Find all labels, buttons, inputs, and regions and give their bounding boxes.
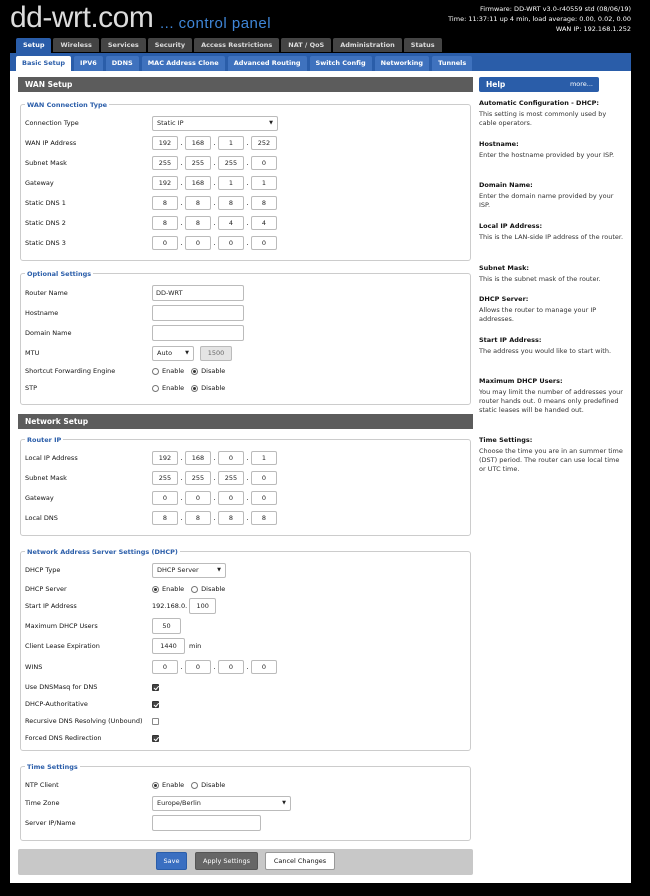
local-dns-octet-4[interactable]: 8 (251, 511, 277, 525)
router-name-row (25, 285, 465, 301)
sfe-enable-radio[interactable] (152, 368, 159, 375)
stp-enable-radio[interactable] (152, 385, 159, 392)
dhcp-authoritative-row (25, 696, 465, 712)
sfe-disable-radio[interactable] (191, 368, 198, 375)
dhcp-enable-radio[interactable] (152, 586, 159, 593)
field-label: Static DNS 2 (25, 219, 66, 227)
recursive-dns-checkbox[interactable] (152, 718, 159, 725)
field-label: STP (25, 384, 38, 392)
dhcp-server-row (25, 581, 465, 597)
help-item (479, 264, 625, 284)
lan-subnet-octet-3[interactable]: 255 (218, 471, 244, 485)
field-label: Maximum DHCP Users (25, 622, 98, 630)
lan-subnet-row: Subnet Mask 255 . 255 . 255 . 0 (25, 470, 465, 486)
subtab-ddns[interactable]: DDNS (106, 56, 139, 71)
start-ip-input[interactable]: 100 (189, 598, 216, 614)
field-label: Start IP Address (25, 602, 77, 610)
wan-ip-info: WAN IP: 192.168.1.252 (555, 25, 631, 33)
help-item-title: Automatic Configuration - DHCP: (479, 99, 600, 107)
subtab-ipv6[interactable]: IPV6 (74, 56, 103, 71)
field-label: Static DNS 3 (25, 239, 66, 247)
help-item-text: This is the LAN-side IP address of the router. (479, 233, 624, 241)
max-dhcp-users-row (25, 618, 465, 634)
field-label: Domain Name (25, 329, 72, 337)
max-dhcp-users-input[interactable]: 50 (152, 618, 181, 634)
local-dns-octet-2[interactable]: 8 (185, 511, 211, 525)
dns3-octet-4[interactable]: 0 (251, 236, 277, 250)
static-dns-3-row: Static DNS 3 0 . 0 . 0 . 0 (25, 235, 465, 251)
hostname-row (25, 305, 465, 321)
mtu-row (25, 345, 465, 361)
field-label: Local IP Address (25, 454, 78, 462)
radio-label: Disable (201, 585, 226, 593)
help-title: Help (486, 80, 506, 89)
subtab-switch-config[interactable]: Switch Config (310, 56, 372, 71)
field-label: Subnet Mask (25, 159, 67, 167)
shortcut-forwarding-row (25, 363, 465, 379)
dhcp-disable-radio[interactable] (191, 586, 198, 593)
section-legend: Network Address Server Settings (DHCP) (27, 548, 178, 556)
lan-gateway-octet-4[interactable]: 0 (251, 491, 277, 505)
wan-ip-octet-4[interactable]: 252 (251, 136, 277, 150)
static-dns-2-row: Static DNS 2 8 . 8 . 4 . 4 (25, 215, 465, 231)
help-item-title: Local IP Address: (479, 222, 543, 230)
section-legend: Optional Settings (27, 270, 92, 278)
uptime-load: Time: 11:37:11 up 4 min, load average: 0.00, 0.02, 0.00 (448, 15, 631, 23)
field-label: Use DNSMasq for DNS (25, 683, 98, 691)
help-item-text: Choose the time you are in an summer time (DST) period. The router can use local time or UTC time. (479, 447, 623, 473)
chevron-down-icon: ▼ (269, 119, 273, 126)
connection-type-row (25, 115, 465, 131)
hostname-input[interactable] (152, 305, 244, 321)
cancel-changes-button[interactable]: Cancel Changes (265, 852, 335, 870)
forced-dns-row (25, 730, 465, 746)
tab-wireless[interactable]: Wireless (53, 38, 98, 52)
subtab-bar (10, 53, 631, 71)
help-item (479, 377, 625, 415)
dns3-octet-3[interactable]: 0 (218, 236, 244, 250)
lan-subnet-octet-2[interactable]: 255 (185, 471, 211, 485)
subtab-networking[interactable]: Networking (375, 56, 429, 71)
ntp-server-row (25, 815, 465, 831)
tab-setup[interactable]: Setup (16, 38, 51, 53)
radio-label: Disable (201, 781, 226, 789)
radio-label: Enable (162, 585, 185, 593)
dhcp-type-select[interactable] (152, 563, 226, 578)
router-ip-section (20, 436, 471, 536)
radio-label: Enable (162, 367, 185, 375)
wins-octet-2[interactable]: 0 (185, 660, 211, 674)
tab-services[interactable]: Services (101, 38, 146, 52)
help-item-text: This setting is most commonly used by cable operators. (479, 110, 607, 127)
help-item (479, 222, 625, 242)
field-label: Server IP/Name (25, 819, 76, 827)
field-label: MTU (25, 349, 40, 357)
tab-security[interactable]: Security (148, 38, 192, 52)
chevron-down-icon: ▼ (185, 349, 189, 356)
subtab-basic-setup[interactable]: Basic Setup (16, 56, 71, 71)
start-ip-row (25, 598, 465, 614)
dns3-octet-1[interactable]: 0 (152, 236, 178, 250)
stp-disable-radio[interactable] (191, 385, 198, 392)
lan-subnet-octet-1[interactable]: 255 (152, 471, 178, 485)
control-panel-title: ... control panel (160, 15, 272, 32)
field-label: DHCP Type (25, 566, 61, 574)
dns1-octet-2[interactable]: 8 (185, 196, 211, 210)
field-label: Local DNS (25, 514, 58, 522)
dnsmasq-row (25, 679, 465, 695)
radio-label: Enable (162, 781, 185, 789)
tab-access-restrictions[interactable]: Access Restrictions (194, 38, 279, 52)
help-more-link[interactable]: more... (569, 80, 593, 88)
page-header (0, 0, 650, 38)
help-heading (479, 77, 599, 92)
help-item (479, 99, 625, 128)
static-dns-1-row: Static DNS 1 8 . 8 . 8 . 8 (25, 195, 465, 211)
wins-octet-3[interactable]: 0 (218, 660, 244, 674)
stp-row (25, 380, 465, 396)
field-label: Router Name (25, 289, 68, 297)
dnsmasq-checkbox[interactable] (152, 684, 159, 691)
field-label: Static DNS 1 (25, 199, 66, 207)
field-label: Hostname (25, 309, 59, 317)
lan-gateway-row: Gateway 0 . 0 . 0 . 0 (25, 490, 465, 506)
help-item-title: Time Settings: (479, 436, 533, 444)
local-dns-row: Local DNS 8 . 8 . 8 . 8 (25, 510, 465, 526)
content-frame (10, 53, 631, 883)
chevron-down-icon: ▼ (217, 566, 221, 573)
select-value: DHCP Server (157, 565, 199, 574)
field-label: Gateway (25, 494, 54, 502)
time-settings-section (20, 763, 471, 841)
firmware-version: Firmware: DD-WRT v3.0-r40559 std (08/06/19) (480, 5, 631, 13)
help-item-title: Maximum DHCP Users: (479, 377, 563, 385)
help-item-title: Domain Name: (479, 181, 533, 189)
forced-dns-checkbox[interactable] (152, 735, 159, 742)
dns1-octet-4[interactable]: 8 (251, 196, 277, 210)
wan-ip-octet-2[interactable]: 168 (185, 136, 211, 150)
wan-gateway-octet-3[interactable]: 1 (218, 176, 244, 190)
mtu-mode-select[interactable] (152, 346, 194, 361)
lan-gateway-octet-1[interactable]: 0 (152, 491, 178, 505)
select-value: Static IP (157, 118, 184, 127)
radio-label: Disable (201, 384, 226, 392)
dns1-octet-3[interactable]: 8 (218, 196, 244, 210)
wins-octet-4[interactable]: 0 (251, 660, 277, 674)
help-item-title: DHCP Server: (479, 295, 529, 303)
lan-gateway-octet-2[interactable]: 0 (185, 491, 211, 505)
field-label: NTP Client (25, 781, 59, 789)
dns2-octet-1[interactable]: 8 (152, 216, 178, 230)
wan-gateway-row: Gateway 192 . 168 . 1 . 1 (25, 175, 465, 191)
select-value: Auto (157, 348, 173, 357)
subtab-advanced-routing[interactable]: Advanced Routing (228, 56, 307, 71)
dns2-octet-2[interactable]: 8 (185, 216, 211, 230)
router-info (448, 4, 631, 34)
local-ip-octet-3[interactable]: 0 (218, 451, 244, 465)
help-item-text: This is the subnet mask of the router. (479, 275, 601, 283)
wins-octet-1[interactable]: 0 (152, 660, 178, 674)
section-legend: Router IP (27, 436, 62, 444)
help-item-text: Allows the router to manage your IP addresses. (479, 306, 597, 323)
wan-subnet-octet-1[interactable]: 255 (152, 156, 178, 170)
help-item (479, 140, 625, 160)
mtu-value-input: 1500 (200, 346, 232, 361)
dns1-octet-1[interactable]: 8 (152, 196, 178, 210)
section-legend: WAN Connection Type (27, 101, 108, 109)
lease-expiration-input[interactable]: 1440 (152, 638, 185, 654)
help-item-text: Enter the domain name provided by your ISP. (479, 192, 614, 209)
connection-type-select[interactable] (152, 116, 278, 131)
local-ip-octet-2[interactable]: 168 (185, 451, 211, 465)
wan-subnet-octet-4[interactable]: 0 (251, 156, 277, 170)
field-label: Gateway (25, 179, 54, 187)
field-label: WINS (25, 663, 43, 671)
network-setup-heading: Network Setup (18, 414, 473, 429)
wan-gateway-octet-1[interactable]: 192 (152, 176, 178, 190)
tab-status[interactable]: Status (404, 38, 442, 52)
tab-nat-qos[interactable]: NAT / QoS (281, 38, 331, 52)
help-item-title: Hostname: (479, 140, 519, 148)
dhcp-section (20, 548, 471, 751)
time-zone-row (25, 795, 465, 811)
apply-settings-button[interactable]: Apply Settings (195, 852, 258, 870)
dhcp-type-row (25, 562, 465, 578)
field-label: Forced DNS Redirection (25, 734, 102, 742)
dns3-octet-2[interactable]: 0 (185, 236, 211, 250)
ntp-enable-radio[interactable] (152, 782, 159, 789)
wan-ip-row: WAN IP Address 192 . 168 . 1 . 252 (25, 135, 465, 151)
subtab-mac-address-clone[interactable]: MAC Address Clone (142, 56, 225, 71)
local-ip-octet-1[interactable]: 192 (152, 451, 178, 465)
wan-ip-octet-1[interactable]: 192 (152, 136, 178, 150)
ntp-server-input[interactable] (152, 815, 261, 831)
wan-subnet-octet-2[interactable]: 255 (185, 156, 211, 170)
field-label: Shortcut Forwarding Engine (25, 367, 116, 375)
help-item (479, 295, 625, 324)
domain-name-input[interactable] (152, 325, 244, 341)
local-ip-row: Local IP Address 192 . 168 . 0 . 1 (25, 450, 465, 466)
help-item (479, 181, 625, 210)
field-label: Recursive DNS Resolving (Unbound) (25, 717, 143, 725)
help-item-text: The address you would like to start with. (479, 347, 612, 355)
wan-gateway-octet-2[interactable]: 168 (185, 176, 211, 190)
field-label: DHCP Server (25, 585, 67, 593)
lease-expiration-row (25, 638, 465, 654)
optional-settings-section (20, 270, 471, 405)
help-item-title: Start IP Address: (479, 336, 542, 344)
chevron-down-icon: ▼ (282, 799, 286, 806)
field-label: WAN IP Address (25, 139, 77, 147)
radio-label: Disable (201, 367, 226, 375)
router-name-input[interactable]: DD-WRT (152, 285, 244, 301)
help-item (479, 336, 625, 356)
recursive-dns-row (25, 713, 465, 729)
domain-name-row (25, 325, 465, 341)
wins-row: WINS 0 . 0 . 0 . 0 (25, 659, 465, 675)
wan-setup-heading: WAN Setup (18, 77, 473, 92)
wan-gateway-octet-4[interactable]: 1 (251, 176, 277, 190)
help-item-title: Subnet Mask: (479, 264, 530, 272)
lan-subnet-octet-4[interactable]: 0 (251, 471, 277, 485)
save-button[interactable]: Save (156, 852, 187, 870)
lease-unit: min (189, 642, 202, 650)
local-ip-octet-4[interactable]: 1 (251, 451, 277, 465)
wan-ip-octet-3[interactable]: 1 (218, 136, 244, 150)
local-dns-octet-1[interactable]: 8 (152, 511, 178, 525)
dd-wrt-logo: dd-wrt.com (10, 1, 154, 34)
wan-connection-type-section (20, 101, 471, 261)
field-label: DHCP-Authoritative (25, 700, 88, 708)
section-legend: Time Settings (27, 763, 78, 771)
main-tabs (16, 38, 444, 53)
start-ip-prefix: 192.168.0. (152, 602, 188, 610)
help-item (479, 436, 625, 474)
ntp-client-row (25, 777, 465, 793)
help-item-text: Enter the hostname provided by your ISP. (479, 151, 615, 159)
help-item-text: You may limit the number of addresses your router hands out. 0 means only predefined static leases will be handed out. (479, 388, 623, 414)
action-bar (18, 849, 473, 875)
subtab-tunnels[interactable]: Tunnels (432, 56, 472, 71)
field-label: Subnet Mask (25, 474, 67, 482)
lan-gateway-octet-3[interactable]: 0 (218, 491, 244, 505)
radio-label: Enable (162, 384, 185, 392)
local-dns-octet-3[interactable]: 8 (218, 511, 244, 525)
dhcp-authoritative-checkbox[interactable] (152, 701, 159, 708)
field-label: Client Lease Expiration (25, 642, 100, 650)
time-zone-select[interactable] (152, 796, 291, 811)
wan-subnet-octet-3[interactable]: 255 (218, 156, 244, 170)
field-label: Time Zone (25, 799, 60, 807)
select-value: Europe/Berlin (157, 798, 201, 807)
dns2-octet-3[interactable]: 4 (218, 216, 244, 230)
ntp-disable-radio[interactable] (191, 782, 198, 789)
wan-subnet-row: Subnet Mask 255 . 255 . 255 . 0 (25, 155, 465, 171)
field-label: Connection Type (25, 119, 79, 127)
dns2-octet-4[interactable]: 4 (251, 216, 277, 230)
tab-administration[interactable]: Administration (333, 38, 402, 52)
